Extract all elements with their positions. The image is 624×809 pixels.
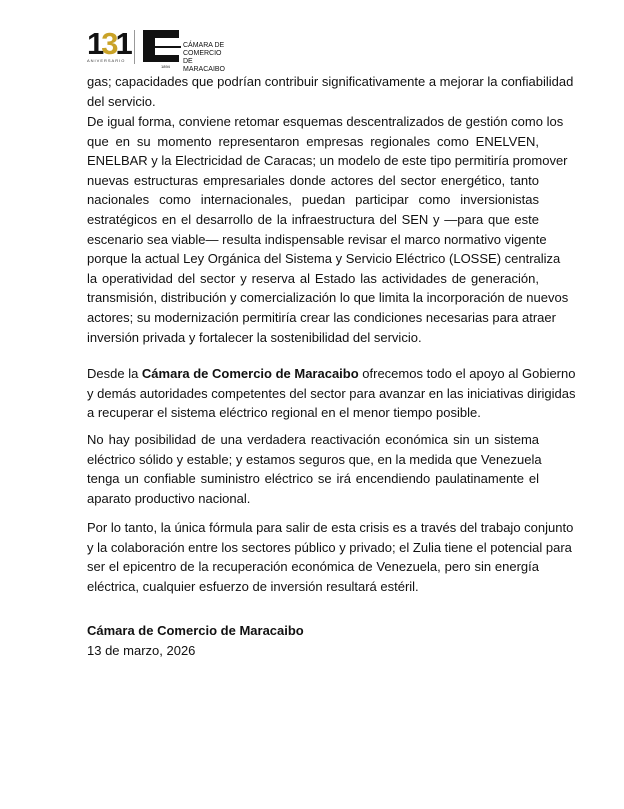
text-line: porque la actual Ley Orgánica del Sistema y Servicio Eléctrico (LOSSE) centraliza (87, 251, 561, 267)
text-line: Desde la Cámara de Comercio de Maracaibo ofrecemos todo el apoyo al Gobierno (87, 366, 576, 381)
text-line: escenario sea viable— resulta indispensable revisar el marco normativo vigente (87, 231, 547, 247)
text-line: del servicio. (87, 93, 156, 109)
text-line: inversión privada y fortalecer la sostenibilidad del servicio. (87, 329, 422, 345)
logo-year: 1894 (161, 64, 170, 69)
text-line: y la colaboración entre los sectores público y privado; el Zulia tiene el potencial para (87, 539, 572, 555)
anniversary-number: 131 (87, 26, 130, 61)
text-line: estratégicos en el desarrollo de la infraestructura del SEN y —para que este (87, 211, 539, 227)
paragraph-2 (87, 112, 569, 347)
text-line: y demás autoridades competentes del sector para avanzar en las iniciativas dirigidas (87, 385, 576, 401)
text-line: No hay posibilidad de una verdadera reactivación económica sin un sistema (87, 432, 539, 447)
text-line: eléctrica, cualquier esfuerzo de inversión resultará estéril. (87, 578, 419, 594)
text-line: actores; su modernización permitiría crear las condiciones necesarias para atraer (87, 309, 556, 325)
anniversary-tagline: ANIVERSARIO (87, 58, 126, 63)
chamber-emblem-icon (143, 30, 179, 62)
logo-org-name: CÁMARA DE COMERCIO DE MARACAIBO (183, 42, 226, 73)
text-line: a recuperar el sistema eléctrico regional en el menor tiempo posible. (87, 405, 481, 421)
text-line: De igual forma, conviene retomar esquemas descentralizados de gestión como los (87, 114, 564, 129)
text-line: la operatividad del sector y reserva al Estado las actividades de generación, (87, 270, 539, 286)
paragraph-4 (87, 430, 542, 508)
text-line: ser el epicentro de la recuperación económica de Venezuela, pero sin energía (87, 559, 539, 575)
text-line: ENELBAR y la Electricidad de Caracas; un modelo de este tipo permitiría promover (87, 153, 568, 169)
paragraph-3 (87, 364, 576, 423)
text-line: nuevas estructuras empresariales donde actores del sector energético, tanto (87, 172, 539, 188)
signature-org: Cámara de Comercio de Maracaibo (87, 623, 304, 638)
text-line: que en su momento representaron empresas regionales como ENELVEN, (87, 133, 539, 149)
signature-block (87, 621, 539, 660)
chamber-name-bold: Cámara de Comercio de Maracaibo (141, 366, 359, 381)
text-line: transmisión, distribución y comercialización lo que limita la incorporación de nuevos (87, 290, 569, 306)
logo-divider (134, 30, 135, 64)
text-line: eléctrico sólido y estable; y estamos seguros que, en la medida que Venezuela (87, 451, 542, 467)
text-line: aparato productivo nacional. (87, 490, 251, 506)
text-line: tenga un confiable suministro eléctrico se irá encendiendo paulatinamente el (87, 471, 539, 487)
paragraph-1 (87, 72, 574, 111)
text-line: gas; capacidades que podrían contribuir significativamente a mejorar la confiabilidad (87, 74, 574, 89)
signature-date: 13 de marzo, 2026 (87, 642, 196, 658)
paragraph-5 (87, 518, 574, 596)
text-line: nacionales como internacionales, puedan participar como inversionistas (87, 192, 539, 208)
text-line: Por lo tanto, la única fórmula para salir de esta crisis es a través del trabajo conjunto (87, 520, 574, 535)
